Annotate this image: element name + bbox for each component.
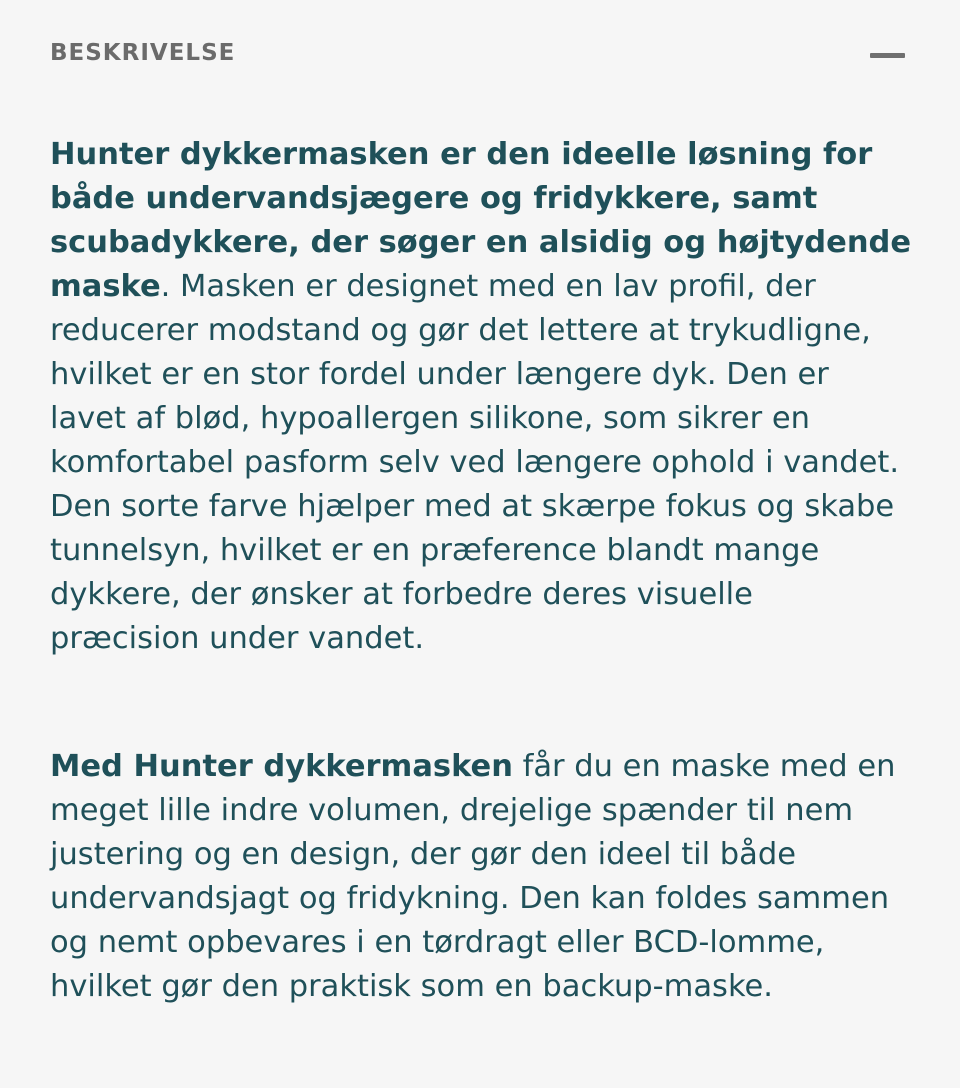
accordion-title: BESKRIVELSE (50, 40, 236, 66)
paragraph-2-text: får du en maske med en meget lille indre volumen, drejelige spænder til nem justering og en design, der gør den ideel til både undervandsjagt og fridykning. Den kan foldes sammen og nemt opbevares i en tørdragt eller BCD-lomme, hvilket gør den praktisk som en backup-maske. (50, 749, 896, 1004)
minus-icon[interactable] (870, 53, 905, 58)
accordion-header[interactable] (0, 0, 960, 110)
paragraph-1-text: . Masken er designet med en lav profil, der reducerer modstand og gør det lettere at trykudligne, hvilket er en stor fordel under længere dyk. Den er lavet af blød, hypoallergen silikone, som sikrer en komfortabel pasform selv ved længere ophold i vandet. Den sorte farve hjælper med at skærpe fokus og skabe tunnelsyn, hvilket er en præference blandt mange dykkere, der ønsker at forbedre deres visuelle præcision under vandet. (50, 269, 900, 656)
paragraph-1-bold-lead: Hunter dykkermasken er den ideelle løsning for både undervandsjægere og fridykkere, samt scubadykkere, der søger en alsidig og højtydende maske (50, 137, 912, 304)
accordion-content (50, 133, 912, 1009)
description-paragraph-2 (50, 745, 912, 1009)
paragraph-2-bold-lead: Med Hunter dykkermasken (50, 749, 513, 784)
description-paragraph-1 (50, 133, 912, 661)
